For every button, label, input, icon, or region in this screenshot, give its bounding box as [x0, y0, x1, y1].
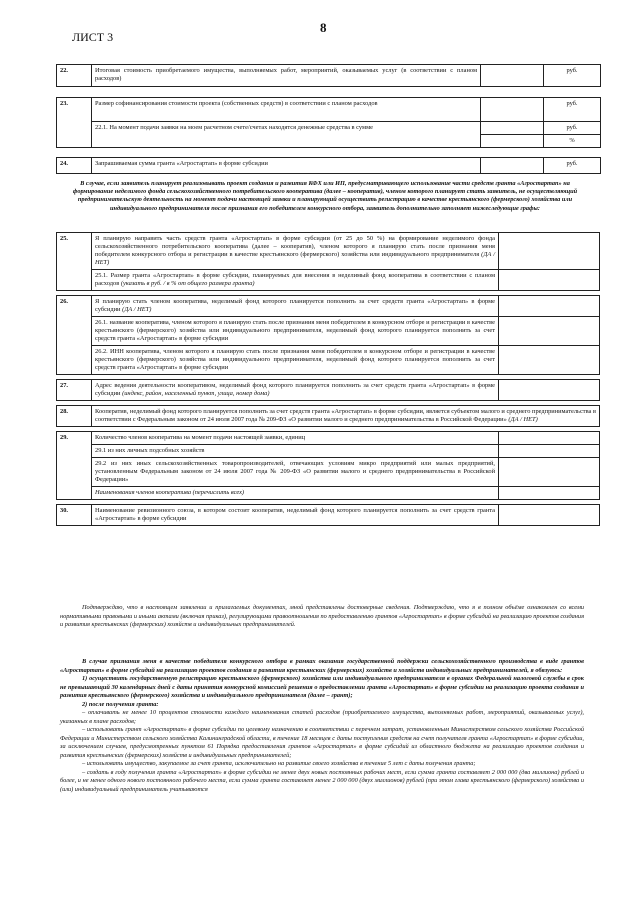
obligation-intro: В случае признания меня в качестве победителя конкурсного отбора в рамках оказания государственной поддержки сельскохозяйственного производства в виде грантов «Агростартап» в форме субсидий на реализацию проектов создания и развития крестьянских (фермерских) хозяйств и хозяйств индивидуальных предпринимателей, я обязуюсь: — [60, 658, 584, 674]
sub-row-text: 26.1. название кооператива, членом которого я планирую стать после признания меня победителем в конкурсном отборе и регистрации в качестве крестьянского (фермерского) хозяйства или индивидуального предпринимателя, неделимый фонд которого планируется пополнить за счет средств гранта «Агростартап» в форме субсидии — [92, 317, 499, 346]
list-item: – использовать имущество, закупаемое за счет гранта, исключительно на развитие своего хозяйства в течение 5 лет с даты получения гранта; — [82, 760, 476, 767]
obligation-1: 1) осуществить государственную регистрацию крестьянского (фермерского) хозяйства или индивидуального предпринимателя в органах Федеральной налоговой службы в срок не превышающий 30 календарных дней с даты принятия конкурсной комиссией решения о предоставлении гранта «Агростартап» в форме субсидии на реализацию проекта создания и развития крестьянского (фермерского) хозяйства и индивидуального предпринимателя (далее – грант); — [60, 675, 584, 699]
sub-row-text: 26.2. ИНН кооператива, членом которого я планирую стать после признания меня победителем в конкурсном отборе и регистрации в качестве крестьянского (фермерского) хозяйства или индивидуального предпринимателя, неделимый фонд которого планируется пополнить за счет средств гранта «Агростартап» в форме субсидии — [92, 346, 499, 375]
obligation-2: 2) после получения гранта: — [82, 700, 159, 708]
row-number: 27. — [57, 380, 92, 401]
row-text: Я планирую стать членом кооператива, неделимый фонд которого планируется пополнить за счет средств гранта «Агростартап» в форме субсидии (ДА / НЕТ) — [92, 296, 499, 317]
row-22-table — [56, 64, 601, 87]
unit-cell: руб. — [544, 98, 601, 122]
row-text: Итоговая стоимость приобретаемого имущества, выполняемых работ, мероприятий, оказываемых услуг (в соответствии с планом расходов) — [92, 65, 481, 87]
row-text: Я планирую направить часть средств гранта «Агростартап» в форме субсидии (от 25 до 50 %) на формирование неделимого фонда сельскохозяйственного потребительского кооператива (далее – кооператив), членом которого я планирую стать после признания меня победителем конкурсного отбора и регистрации в качестве крестьянского (фермерского) хозяйства или индивидуального предпринимателя (ДА / НЕТ) — [92, 233, 499, 270]
page-number: 8 — [320, 20, 327, 35]
sub-row-text: 29.2 из них иных сельскохозяйственных товаропроизводителей, отвечающих условиям микро предприятий или малых предприятий, установленным Федеральным законом от 24 июля 2007 года № 209-ФЗ «О развитии малого и среднего предпринимательства в Российской Федерации» — [92, 458, 499, 487]
value-cell[interactable] — [499, 270, 600, 291]
row-number: 22. — [57, 65, 92, 87]
sub-row-text: 29.1 из них личных подсобных хозяйств — [92, 445, 499, 458]
list-item: – оплачивать не менее 10 процентов стоимости каждого наименования статей расходов (приобретаемого имущества, выполняемых работ, мероприятий, оказываемых услуг), указанных в плане расходов; — [60, 709, 584, 725]
sub-row-text: 22.1. На момент подачи заявки на моем расчетном счете/счетах находятся денежные средства в сумме — [92, 122, 481, 148]
list-item: – создать в году получения гранта «Агростартап» в форме субсидии не менее двух новых постоянных рабочих мест, если сумма гранта составляет 2 000 000 (два миллиона) рублей и более, и не менее одного нового постоянного рабочего места, если сумма гранта составляет менее 2 000 000 (двух миллионов) рублей (при этом глава крестьянского (фермерского) хозяйства и (или) индивидуальный предприниматель учитываются — [60, 768, 584, 793]
unit-cell: % — [544, 135, 601, 148]
value-cell[interactable] — [499, 432, 600, 445]
row-text: Наименование ревизионного союза, в котором состоит кооператив, неделимый фонд которого планируется пополнить за счет средств гранта «Агростартап» в форме субсидии — [92, 505, 499, 526]
row-number: 29. — [57, 432, 92, 500]
value-cell[interactable] — [481, 135, 544, 148]
row-number: 24. — [57, 158, 92, 174]
value-cell[interactable] — [499, 445, 600, 458]
sub-row-text: 25.1. Размер гранта «Агростартап» в форме субсидии, планируемых для внесения в неделимый фонд кооператива в соответствии с планом расходов (указать в руб. / в % от общего размера гранта) — [92, 270, 499, 291]
row-number: 26. — [57, 296, 92, 375]
unit-cell: руб. — [544, 65, 601, 87]
unit-cell: руб. — [544, 122, 601, 135]
value-cell[interactable] — [481, 65, 544, 87]
row-hint: (индекс, район, населенный пункт, улица, номер дома) — [122, 390, 270, 397]
row-options: (ДА / НЕТ) — [95, 251, 495, 266]
row-24-table — [56, 157, 601, 174]
kfh-note: В случае, если заявитель планирует реализовывать проект создания и развития КФХ или ИП, предусматривающего использование части средств гранта «Агростартап» на формирование неделимого фонда сельскохозяйственного потребительского кооператива (далее – кооператив), членом которого планирует стать заявитель, не осуществляющий предпринимательскую деятельность на момент подачи настоящей заявки и планирующий осуществить регистрацию в качестве крестьянского (фермерского) хозяйства или индивидуального предпринимателя после признания его победителем конкурсного отбора, заявитель дополнительно заполняет нижеследующие графы: — [72, 180, 578, 212]
sub-row-text: Наименования членов кооператива (перечислить всех) — [92, 487, 499, 500]
row-number: 30. — [57, 505, 92, 526]
unit-cell: руб. — [544, 158, 601, 174]
value-cell[interactable] — [499, 458, 600, 487]
row-text: Адрес ведения деятельности кооперативом, неделимый фонд которого планируется пополнить за счет средств гранта «Агростартап» в форме субсидии (индекс, район, населенный пункт, улица, номер дома) — [92, 380, 499, 401]
row-options: (ДА / НЕТ) — [122, 306, 152, 313]
value-cell[interactable] — [499, 380, 600, 401]
list-item: – использовать грант «Агростартап» в форме субсидии по целевому назначению в соответствии с перечнем затрат, установленным Министерством сельского хозяйства Российской Федерации и Министерством сельского хозяйства Калининградской области, в течение 18 месяцев с даты поступления средств на счет получателя гранта «Агростартап» в форме субсидии, за исключением случаев, предусмотренных пунктом 61 Порядка предоставления грантов «Агростартап» в форме субсидий из областного бюджета на реализацию проектов создания и развития крестьянских (фермерских) хозяйств и индивидуальных предпринимателей; — [60, 726, 584, 759]
obligations — [60, 658, 584, 794]
row-number: 28. — [57, 406, 92, 427]
coop-table — [56, 232, 600, 526]
row-number: 25. — [57, 233, 92, 291]
confirmation-paragraph: Подтверждаю, что в настоящем заявлении и прилагаемых документах, мной представлены достоверные сведения. Подтверждаю, что я в полном объёме ознакомлен со всеми нормативными правовыми и иными актами (включая приказ), регулирующими правоотношения по предоставлению грантов «Агростартап» в форме субсидий на реализацию проектов создания и развития крестьянских (фермерских) хозяйств и индивидуальных предпринимателей. — [60, 604, 584, 628]
row-number: 23. — [57, 98, 92, 148]
row-text: Запрашиваемая сумма гранта «Агростартап» в форме субсидии — [92, 158, 481, 174]
value-cell[interactable] — [499, 346, 600, 375]
row-text: Размер софинансирования стоимости проекта (собственных средств) в соответствии с планом расходов — [92, 98, 481, 122]
sheet-label: ЛИСТ 3 — [72, 30, 114, 44]
value-cell[interactable] — [481, 158, 544, 174]
row-text: Кооператив, неделимый фонд которого планируется пополнить за счет средств гранта «Агростартап» в форме субсидии, является субъектом малого и среднего предпринимательства в соответствии с Федеральным законом от 24 июля 2007 года № 209-ФЗ «О развитии малого и среднего предпринимательства в Российской Федерации» (ДА / НЕТ) — [92, 406, 600, 427]
value-cell[interactable] — [499, 487, 600, 500]
sub-row-hint: (указать в руб. / в % от общего размера гранта) — [120, 280, 255, 287]
row-options: (ДА / НЕТ) — [508, 416, 538, 423]
value-cell[interactable] — [499, 296, 600, 317]
row-text: Количество членов кооператива на момент подачи настоящей заявки, единиц — [92, 432, 499, 445]
row-23-table — [56, 97, 601, 148]
value-cell[interactable] — [499, 317, 600, 346]
value-cell[interactable] — [499, 233, 600, 270]
value-cell[interactable] — [481, 98, 544, 122]
value-cell[interactable] — [499, 505, 600, 526]
value-cell[interactable] — [481, 122, 544, 135]
